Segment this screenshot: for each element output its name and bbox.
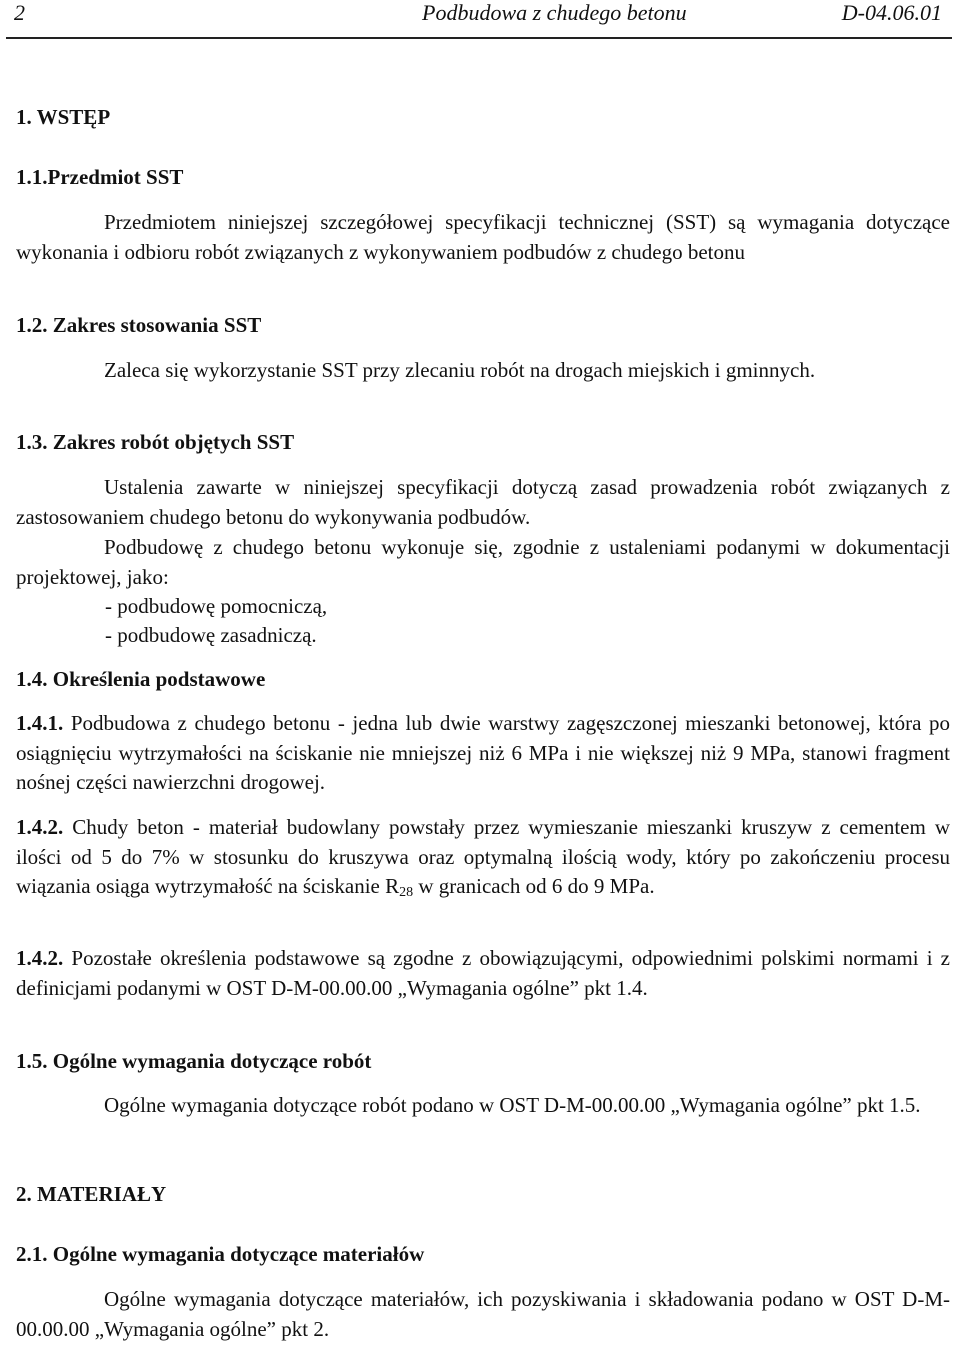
paragraph-1-3-b: Podbudowę z chudego betonu wykonuje się, zgodnie z ustaleniami podanymi w dokumentacji projektowej, jako: <box>16 535 950 589</box>
definition-text: Podbudowa z chudego betonu - jedna lub dwie warstwy zagęszczonej mieszanki betonowej, która po osiągnięciu wytrzymałości na ściskanie nie mniejszej niż 6 MPa i nie większej niż 9 MPa, stanowi fragment nośnej części nawierzchni drogowej. <box>16 711 951 794</box>
header-code: D-04.06.01 <box>841 0 942 25</box>
paragraph-1-5: Ogólne wymagania dotyczące robót podano w OST D-M-00.00.00 „Wymagania ogólne” pkt 1.5. <box>104 1093 921 1117</box>
heading-2-1: 2.1. Ogólne wymagania dotyczące materiałów <box>16 1242 425 1266</box>
heading-2: 2. MATERIAŁY <box>16 1182 167 1206</box>
page-header <box>14 0 950 34</box>
list-item: - podbudowę zasadniczą. <box>105 623 317 647</box>
heading-1-3: 1.3. Zakres robót objętych SST <box>16 430 295 454</box>
definition-number: 1.4.2. <box>16 815 64 839</box>
heading-1-2: 1.2. Zakres stosowania SST <box>16 313 262 337</box>
paragraph-1-2: Zaleca się wykorzystanie SST przy zlecaniu robót na drogach miejskich i gminnych. <box>104 358 816 382</box>
definition-number: 1.4.1. <box>16 711 64 735</box>
definition-1-4-3 <box>16 944 950 1003</box>
definition-text-end: w granicach od 6 do 9 MPa. <box>413 874 655 898</box>
subscript: 28 <box>399 885 414 900</box>
list-item: - podbudowę pomocniczą, <box>105 594 328 618</box>
definition-1-4-1 <box>16 709 950 798</box>
heading-1-4: 1.4. Określenia podstawowe <box>16 667 266 691</box>
heading-1-5: 1.5. Ogólne wymagania dotyczące robót <box>16 1049 372 1073</box>
paragraph-2-1: Ogólne wymagania dotyczące materiałów, ich pozyskiwania i składowania podano w OST D-M-00.00.00 „Wymagania ogólne” pkt 2. <box>16 1287 950 1341</box>
definition-text: Pozostałe określenia podstawowe są zgodne z obowiązującymi, odpowiednimi polskimi normami i z definicjami podanymi w OST D-M-00.00.00 „Wymagania ogólne” pkt 1.4. <box>16 946 950 1000</box>
paragraph-1-3-a: Ustalenia zawarte w niniejszej specyfikacji dotyczą zasad prowadzenia robót związanych z zastosowaniem chudego betonu do wykonywania podbudów. <box>16 475 950 529</box>
heading-1-1: 1.1.Przedmiot SST <box>16 165 184 189</box>
page-number: 2 <box>14 0 25 25</box>
definition-1-4-2 <box>16 813 950 902</box>
definition-text: Chudy beton - materiał budowlany powstały przez wymieszanie mieszanki kruszyw z cementem w ilości od 5 do 7% w stosunku do kruszywa oraz optymalną ilością wody, który po zakończeniu procesu wiązania osiąga wytrzymałość na ściskanie R <box>16 815 950 898</box>
definition-number: 1.4.2. <box>16 946 64 970</box>
paragraph-1-1: Przedmiotem niniejszej szczegółowej specyfikacji technicznej (SST) są wymagania dotyczące wykonania i odbioru robót związanych z wykonywaniem podbudów z chudego betonu <box>16 210 950 264</box>
heading-1: 1. WSTĘP <box>16 105 111 129</box>
header-divider <box>6 37 952 39</box>
header-title: Podbudowa z chudego betonu <box>422 0 687 25</box>
